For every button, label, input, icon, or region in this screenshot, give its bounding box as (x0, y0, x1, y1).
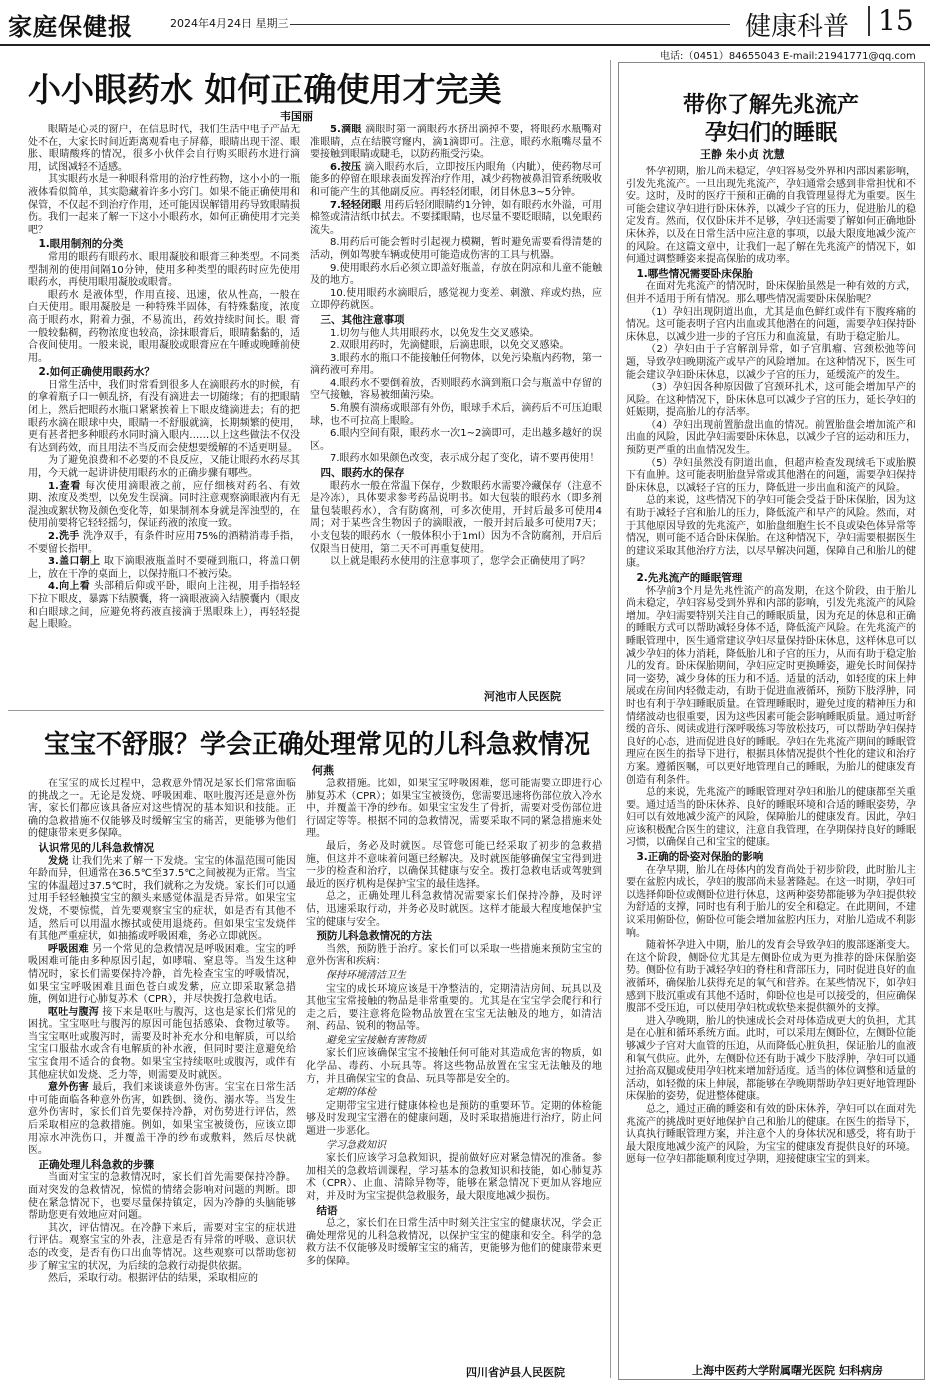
subheading: 1.哪些情况需要卧床保胎 (636, 267, 753, 280)
paragraph-text: 9.使用眼药水后必须立即盖好瓶盖，存放在阴凉和儿童不能触及的地方。 (310, 262, 602, 287)
paragraph-lead: 呕吐与腹泻 (48, 1006, 100, 1018)
paragraph-text: 最后，我们来谈谈意外伤害。宝宝在日常生活中可能面临各种意外伤害，如跌倒、烫伤、溺水等。当发生意外伤害时，家长们首先要保持冷静，对伤势进行评估，然后采取相应的急救措施。例如，如果宝宝被烫伤，应该立即用凉水冲洗伤口，并覆盖干净的纱布或敷料，然后尽快就医。 (28, 1082, 296, 1157)
article3-body (626, 166, 916, 1356)
paragraph-text: 取下滴眼液瓶盖时不要碰到瓶口，将盖口朝上，放在干净的桌面上，以保持瓶口不被污染。 (28, 556, 300, 580)
article3-author: 王静 朱小贞 沈慧 (700, 148, 785, 161)
paragraph-text: 总的来说，这些情况下的孕妇可能会受益于卧床保胎，因为这有助于减轻子宫和胎儿的压力，降低流产和早产的风险。然而，对于其他原因导致的先兆流产，如胎盘细胞生长不良或染色体异常等情况，则可能不适合卧床保胎。在这种情况下，孕妇需要根据医生的建议采取其他治疗方法，以尽早解决问题，保障自己和胎儿的健康。 (626, 495, 916, 570)
paragraph-text: 在孕早期，胎儿在母体内的发育尚处于初步阶段，此时胎儿主要在盆腔内成长，孕妇的腹部尚未显著隆起。在这一时期，孕妇可以选择仰卧位或侧卧位进行休息，这两种姿势都能够为孕妇提供较为舒适的支撑，同时也有利于胎儿的安全和稳定。在此期间，不建议采用俯卧位，俯卧位可能会增加盆腔内压力，对胎儿造成不利影响。 (626, 864, 916, 939)
paragraph-text: 另一个常见的急救情况是呼吸困难。宝宝的呼吸困难可能由多种原因引起，如哮喘、窒息等。当发生这种情况时，家长们需要保持冷静，首先检查宝宝的呼吸情况，如果宝宝呼吸困难且面色苍白或发紫，应立即采取紧急措施，例如进行心肺复苏术（CPR），并尽快拨打急救电话。 (28, 943, 296, 1006)
masthead-rule (290, 24, 730, 25)
paragraph-text: 眼药水 是液体型，作用直接、迅速，依从性高，一般在白天使用。眼用凝胶是 一种特殊半固体，有特殊黏度，浓度高于眼药水，附着力强，不易流出，药效持续时间长。眼 膏 一般较黏稠，药物浓度也较高，涂抹眼膏后，眼睛黏黏的，适合夜间使用。一般来说，眼用凝胶或眼膏应在午睡或晚睡前使用。 (28, 289, 300, 364)
paragraph (310, 481, 602, 557)
paragraph-lead: 1.查看 (48, 480, 82, 492)
paper-name: 家庭保健报 (8, 12, 133, 41)
article3-source: 上海中医药大学附属曙光医院 妇科病房 (692, 1364, 883, 1377)
paragraph-lead: 6.按压 (330, 161, 362, 173)
paragraph-text: 洗净双手，有条件时应用75%的酒精消毒手指，不要留长指甲。 (28, 531, 300, 555)
paragraph (626, 1016, 916, 1104)
subheading: 四、眼药水的保存 (320, 467, 405, 480)
paragraph (28, 856, 296, 944)
paragraph-text: 2.双眼用药时，先滴健眼，后滴患眼，以免交叉感染。 (330, 340, 570, 352)
subheading: 2.如何正确使用眼药水？ (38, 366, 155, 379)
paragraph (626, 458, 916, 496)
paragraph (310, 263, 602, 288)
paragraph (28, 455, 300, 480)
paragraph (28, 581, 300, 631)
paragraph-text: 4.眼药水不要倒着放，否则眼药水滴到瓶口会与瓶盖中存留的空气接触，容易被细菌污染。 (310, 377, 602, 402)
paragraph-text: 家长们应该确保宝宝不接触任何可能对其造成危害的物质，如化学品、毒药、小玩具等。将这些物品放置在宝宝无法触及的地方，并且确保宝宝的食品、玩具等都是安全的。 (306, 1048, 602, 1085)
paragraph-lead: 4.向上看 (48, 581, 91, 593)
paragraph (306, 944, 602, 969)
paragraph-lead: 5.滴眼 (330, 124, 362, 135)
paragraph-text: 以上就是眼药水使用的注意事项了，您学会正确使用了吗？ (330, 556, 590, 568)
article3-title-line1: 带你了解先兆流产 (682, 92, 859, 118)
paragraph-text: 7.眼药水如果颜色改变，表示成分起了变化，请不要再使用！ (330, 453, 600, 465)
paragraph (310, 237, 602, 262)
paragraph (306, 984, 602, 1034)
subheading: 结语 (316, 1204, 338, 1217)
paragraph-text: 总之，正确处理儿科急救情况需要家长们保持冷静，及时评估，迅速采取行动，并务必及时就医。这样才能最大程度地保护宝宝的健康与安全。 (306, 891, 602, 928)
paragraph-lead: 3.盖口朝上 (48, 556, 101, 568)
paragraph (626, 940, 916, 1016)
paragraph (28, 1007, 296, 1083)
paragraph-text: （2）孕妇由于子宫解剖异常，如子宫肌瘤、宫颈松弛等问题，导致孕妇晚期流产或早产的风险增加。在这种情况下，医生可能会建议孕妇卧床休息，以减少子宫的压力，延缓流产的发生。 (626, 344, 916, 381)
paragraph-lead: 2.洗手 (48, 531, 80, 542)
subheading: 三、其他注意事项 (320, 313, 405, 326)
paragraph-text: 用药后轻闭眼睛约1分钟，如有眼药水外溢，可用棉签或清洁纸巾拭去。不要揉眼睛，也尽量不要眨眼睛，以免眼药流失。 (310, 199, 602, 236)
paragraph-text: 其次，评估情况。在冷静下来后，需要对宝宝的症状进行评估。观察宝宝的外表，注意是否有异常的呼吸、意识状态的改变，是否有伤口出血等情况。这些观察可以帮助您初步了解宝宝的状况，为后续的急救行动提供依据。 (28, 1222, 296, 1272)
masthead (0, 0, 930, 46)
paragraph-text: 怀孕初期，胎儿尚未稳定，孕妇容易受外界和内部因素影响，引发先兆流产。一旦出现先兆流产，孕妇通常会感到非常担忧和不安。这时，及时的医疗干预和正确的自我管理显得尤为重要。医生可能会建议孕妇进行卧床休养，以减少子宫的压力，促进胎儿的稳定发育。然而，仅仅卧床并不足够，孕妇还需要了解如何正确地卧床休养，以及在日常生活中应注意的事项，以最大限度地减少流产的风险。在这篇文章中，让我们一起了解在先兆流产的情况下，如何通过调整睡姿来提高保胎的成功率。 (626, 166, 916, 266)
paragraph (310, 340, 602, 353)
paragraph-lead: 意外伤害 (48, 1082, 89, 1094)
article-divider (8, 710, 604, 711)
paragraph (306, 778, 602, 841)
paragraph-text: 急救措施。比如，如果宝宝呼吸困难，您可能需要立即进行心肺复苏术（CPR）；如果宝宝被烫伤，您需要迅速将伤部位放入冷水中，并覆盖干净的纱布。如果宝宝发生了骨折，需要对受伤部位进行固定等等。根据不同的急救情况，需要采取不同的紧急措施来处理。 (306, 778, 602, 840)
paragraph-text: 让我们先来了解一下发烧。宝宝的体温范围可能因年龄而异，但通常在36.5℃至37.5℃之间被视为正常。当宝宝的体温超过37.5℃时，我们就称之为发烧。家长们可以通过用手轻轻触摸宝宝的额头来感觉体温是否异常。如果宝宝发烧，不要惊慌，首先要观察宝宝的症状，如是否有其他不适，然后可以用温水擦拭或使用退烧药。但如果宝宝发烧伴有其他严重症状，如抽搐或呼吸困难，务必立即就医。 (28, 855, 296, 943)
paragraph (310, 328, 602, 341)
paragraph (626, 586, 916, 788)
paragraph-text: 日常生活中，我们时常看到很多人在滴眼药水的时候，有的拿着瓶子口一顿乱挤，有没有滴进去一切随缘；有的把眼睛闭上，然后把眼药水瓶口紧紧挨着上下眼皮缝滴进去；有的把眼药水滴在眼球中央，眼睛一不舒服就滴，长期频繁的使用，更有甚者把多种眼药水同时滴入眼内……以上这些做法不仅没有达到药效，而且用法不当反而会使想要缓解的不适更明显。 (28, 379, 300, 454)
paragraph-text: 怀孕前3个月是先兆性流产的高发期，在这个阶段，由于胎儿尚未稳定，孕妇容易受到外界和内部的影响，引发先兆流产的风险增加。孕妇需要特别关注自己的睡眠质量，因为充足的休息和正确的睡眠方式可以帮助减轻身体不适，降低流产风险。在先兆流产的睡眠管理中，医生通常建议孕妇尽量保持卧床休息，这样休息可以减少孕妇的体力消耗，降低胎儿和子宫的压力，从而有助于稳定胎儿的发育。卧床保胎期间，孕妇应定时更换睡姿，避免长时间保持同一姿势，减少身体的压力和不适。适量的活动，如轻度的床上伸展或在房间内轻微走动，有助于促进血液循环，预防下肢浮肿，同时也有利于孕妇睡眠质量。在管理睡眠时，避免过度的精神压力和情绪波动也很重要，因为这些因素可能会影响睡眠质量。通过听舒缓的音乐、阅读或进行深呼吸练习等放松技巧，可以帮助孕妇保持良好的心态，进而促进良好的睡眠。孕妇在先兆流产期间的睡眠管理应在医生的指导下进行，根据具体情况提供个性化的建议和治疗方案。遵循医嘱，可以更好地管理自己的睡眠，为胎儿的健康发育创造有利条件。 (626, 585, 916, 786)
paragraph (306, 1048, 602, 1086)
article2-title: 宝宝不舒服？学会正确处理常见的儿科急救情况 (44, 730, 591, 760)
paragraph-text: （4）孕妇出现前置胎盘出血的情况。前置胎盘会增加流产和出血的风险，因此孕妇需要卧床休息，以减少子宫的运动和压力，预防更严重的出血情况发生。 (626, 419, 916, 457)
paragraph-lead: 发烧 (48, 855, 69, 867)
paragraph-text: 6.眼内空间有限，眼药水一次1~2滴即可，走出越多越好的误区。 (310, 428, 602, 452)
paragraph-text: 滴眼时第一滴眼药水挤出滴掉不要，将眼药水瓶嘴对准眼睛，点在结膜穹窿内，滴1滴即可。注意，眼药水瓶嘴尽量不要接触到眼睛或睫毛，以防药瓶受污染。 (310, 124, 602, 161)
paragraph-text: 家长们应该学习急救知识，提前做好应对紧急情况的准备。参加相关的急救培训课程，学习基本的急救知识和技能，如心肺复苏术（CPR）、止血、清除异物等，能够在紧急情况下更加从容地应对，并及时为宝宝提供急救服务，最大限度地减少损伤。 (306, 1153, 602, 1202)
issue-date: 2024年4月24日 星期三 (170, 17, 289, 30)
paragraph (28, 252, 300, 290)
paragraph (310, 403, 602, 428)
paragraph (626, 307, 916, 345)
paragraph-text: 3.眼药水的瓶口不能接触任何物体，以免污染瓶内药物，第一滴药液可弃用。 (310, 352, 602, 377)
page-number: 15 (878, 4, 914, 37)
article2-column-2 (306, 778, 602, 1360)
subheading: 正确处理儿科急救的步骤 (38, 1158, 154, 1171)
paragraph (306, 1153, 602, 1203)
paragraph-text: 常用的眼药有眼药水、眼用凝胶和眼膏三种类型。不同类型制剂的使用间隔10分钟，使用多种类型的眼药时应先使用眼药水，再使用眼用凝胶或眼膏。 (28, 251, 300, 289)
paragraph (310, 378, 602, 403)
paragraph-text: 总之，家长们在日常生活中时刻关注宝宝的健康状况，学会正确处理常见的儿科急救情况，以保护宝宝的健康和安全。科学的急救方法不仅能够及时缓解宝宝的痛苦，更能够为他们的健康带来更多的保障。 (306, 1218, 602, 1267)
paragraph-text: 然后，采取行动。根据评估的结果，采取相应的 (48, 1273, 258, 1285)
paragraph-lead: 呼吸困难 (48, 943, 89, 955)
paragraph (28, 556, 300, 581)
paragraph-text: 总的来说，先兆流产的睡眠管理对孕妇和胎儿的健康都至关重要。通过适当的卧床休养、良好的睡眠环境和合适的睡眠姿势，孕妇可以有效地减少流产的风险，保障胎儿的健康发育。因此，孕妇应该积极配合医生的建议，注意自我管理，在孕期保持良好的睡眠习惯，以确保自己和宝宝的健康。 (626, 787, 916, 849)
subheading: 3.正确的卧姿对保胎的影响 (636, 851, 764, 864)
paragraph-text: 8.用药后可能会暂时引起视力模糊，暂时避免需要看得清楚的活动，例如驾驶车辆或使用可能造成伤害的工具与机器。 (310, 237, 602, 261)
paragraph (626, 420, 916, 458)
paragraph-text: 每次使用滴眼液之前，应仔细核对药名、有效期、浓度及类型，以免发生误滴。同时注意观察滴眼液内有无混浊或絮状物及颜色变化等，如果制剂本身就是浑浊型的，在使用前要将它轻轻摇匀，保证药液的浓度一致。 (28, 480, 300, 530)
article2-author: 何燕 (312, 764, 334, 777)
paragraph-text: 眼药水一般在常温下保存，少数眼药水需要冷藏保存（注意不是冷冻），具体要求参考药品说明书。如大包装的眼药水（即多剂量包装眼药水），含有防腐剂，可多次使用，开封后最多可使用4周；对于某些含生物因子的滴眼液，一般开封后最多可使用7天；小支包装的眼药水（一般体积小于1ml）因为不含防腐剂，开启后仅限当日使用，第二天不可再重复使用。 (310, 480, 602, 555)
paragraph (306, 1218, 602, 1268)
paragraph-text: 当面对宝宝的急救情况时，家长们首先需要保持冷静。面对突发的急救情况，惊慌的情绪会影响对问题的判断。即使在紧急情况下，也要尽量保持镇定，因为冷静的头脑能够帮助您更有效地应对问题。 (28, 1172, 296, 1222)
paragraph-text: 接下来是呕吐与腹泻，这也是家长们常见的困扰。宝宝呕吐与腹泻的原因可能包括感染、食物过敏等。当宝宝呕吐或腹泻时，需要及时补充水分和电解质，可以给宝宝口服盐水或含有电解质的补水液，但同时要注意避免给宝宝食用不适合的食物。如果宝宝持续呕吐或腹泻，或伴有其他症状如发烧、乏力等，则需要及时就医。 (28, 1006, 296, 1081)
paragraph-text: 随着怀孕进入中期，胎儿的发育会导致孕妇的腹部逐渐变大。在这个阶段，侧卧位尤其是左侧卧位成为更为推荐的卧床保胎姿势。侧卧位有助于减轻孕妇的脊柱和背部压力，同时促进良好的血液循环，确保胎儿获得充足的氧气和营养。在某些情况下，如孕妇感到下肢沉重或有其他不适时，仰卧位也是可以接受的，但应确保腹部不受压迫，可以使用孕妇枕或软垫来提供额外的支撑。 (626, 940, 916, 1015)
paragraph (28, 174, 300, 237)
article1-source: 河池市人民医院 (484, 690, 561, 703)
subheading: 预防儿科急救情况的方法 (316, 930, 432, 943)
article2-source: 四川省泸县人民医院 (466, 1366, 565, 1379)
paragraph-lead: 7.轻轻闭眼 (330, 199, 382, 211)
paragraph (626, 865, 916, 941)
article3-title-line2: 孕妇们的睡眠 (704, 120, 837, 146)
paragraph (626, 495, 916, 571)
article1-author: 韦国丽 (280, 110, 313, 123)
paragraph (310, 162, 602, 200)
paragraph (626, 1104, 916, 1167)
paragraph (28, 124, 300, 174)
paragraph-text: 总之，通过正确的睡姿和有效的卧床休养，孕妇可以在面对先兆流产的挑战时更好地保护自己和胎儿的健康。在医生的指导下，认真执行睡眠管理方案，并注意个人的身体状况和感受，将有助于最大限度地减少流产的风险，为宝宝的健康发育提供良好的环境。愿每一位孕妇都能顺利度过孕期，迎接健康宝宝的到来。 (626, 1103, 916, 1166)
paragraph-text: 定期带宝宝进行健康体检也是预防的重要环节。定期的体检能够及时发现宝宝潜在的健康问题，及时采取措施进行治疗，防止问题进一步恶化。 (306, 1100, 602, 1138)
paragraph-text: 进入孕晚期，胎儿的快速成长会对母体造成更大的负担，尤其是在心脏和循环系统方面。此时，可以采用左侧卧位，左侧卧位能够减少子宫对大血管的压迫，从而降低心脏负担，保证胎儿的血液和氧气供应。此外，左侧卧位还有助于减少下肢浮肿，孕妇可以通过抬高双腿或使用孕妇枕来增加舒适度。适当的体位调整和适量的活动，如轻微的床上伸展，都能够在孕晚期帮助孕妇更好地管理卧床保胎的姿势，促进整体健康。 (626, 1015, 916, 1103)
paragraph-text: 在面对先兆流产的情况时，卧床保胎虽然是一种有效的方式，但并不适用于所有情况。那么哪些情况需要卧床保胎呢？ (626, 281, 916, 305)
paragraph-text: 5.角膜有溃疡或眼部有外伤，眼球手术后，滴药后不可压迫眼球，也不可拉高上眼睑。 (310, 403, 602, 427)
paragraph (310, 353, 602, 378)
paragraph (28, 531, 300, 556)
paragraph (28, 1273, 296, 1286)
paragraph (626, 166, 916, 267)
paragraph (310, 288, 602, 313)
paragraph (28, 290, 300, 366)
paragraph-text: （1）孕妇出现阴道出血，尤其是血色鲜红或伴有下腹疼痛的情况。这可能表明子宫内出血或其他潜在的问题，需要孕妇保持卧床休息，以减少进一步的子宫压力和血流量，有助于稳定胎儿。 (626, 306, 916, 343)
paragraph (310, 428, 602, 453)
column-rule (610, 60, 611, 1378)
contact-info: 电话:（0451）84655043 E-mail:21941771@qq.com (660, 51, 916, 62)
paragraph (626, 344, 916, 382)
paragraph-text: 宝宝的成长环境应该是干净整洁的，定期清洁房间、玩具以及其他宝宝常接触的物品是非常重要的。尤其是在宝宝学会爬行和行走之后，要注意将危险物品放置在宝宝无法触及的地方，如清洁剂、药品、锐利的物品等。 (306, 983, 602, 1033)
paragraph-text: 10.使用眼药水滴眼后，感觉视力变差、刺激、痒或灼热，应立即停药就医。 (310, 287, 602, 312)
paragraph-text: 滴入眼药水后，立即按压内眼角（内眦），使药物尽可能多的停留在眼球表面发挥治疗作用，减少药物被鼻泪管系统吸收和可能产生的其他副反应。再轻轻闭眼，闭目休息3~5分钟。 (310, 161, 602, 198)
paragraph (310, 453, 602, 466)
paragraph-text: 当然，预防胜于治疗。家长们可以采取一些措施来预防宝宝的意外伤害和疾病： (306, 943, 602, 968)
subheading: 认识常见的儿科急救情况 (38, 841, 154, 854)
paragraph-text: 在宝宝的成长过程中，急救意外情况是家长们常常面临的挑战之一。无论是发烧、呼吸困难、呕吐腹泻还是意外伤害，家长们都应该具备应对这些情况的基本知识和技能。正确的急救措施不仅能够及时缓解宝宝的痛苦，更能够为他们的健康带来更多保障。 (28, 778, 296, 840)
paragraph-text: 头部稍后仰或平卧，眼向上注视，用手指轻轻下拉下眼皮，暴露下结膜囊，将一滴眼液滴入结膜囊内（眼皮和白眼球之间，应避免将药液直接滴于黑眼珠上），再轻轻提起上眼睑。 (28, 581, 300, 631)
section-name: 健康科普 (745, 12, 850, 42)
article2-column-1 (28, 778, 296, 1380)
subheading: 避免宝宝接触有害物质 (326, 1034, 426, 1046)
article1-column-1 (28, 124, 300, 704)
paragraph (28, 1082, 296, 1158)
paragraph (306, 1101, 602, 1139)
paragraph (28, 1172, 296, 1222)
masthead-divider (868, 6, 870, 36)
paragraph (306, 891, 602, 929)
article1-column-2 (310, 124, 602, 704)
paragraph-text: 其实眼药水是一种眼科常用的治疗性药物，这小小的一瓶液体看似简单，其实隐藏着许多小窍门。如果不能正确使用和保管，不仅起不到治疗作用，还可能因误解错用药导致眼睛损伤。我们一起来了解一下这小小眼药水，如何正确使用才完美吧？ (28, 174, 300, 236)
paragraph (28, 1223, 296, 1273)
paragraph-text: （3）孕妇因各种原因做了宫颈环扎术，这可能会增加早产的风险。在这种情况下，卧床休息可以减少子宫的压力，延长孕妇的妊娠期，提高胎儿的存活率。 (626, 382, 916, 419)
subheading: 定期的体检 (326, 1087, 376, 1099)
paragraph (626, 382, 916, 420)
paragraph (626, 787, 916, 850)
subheading: 1.眼用制剂的分类 (38, 238, 124, 251)
paragraph (28, 778, 296, 841)
paragraph (28, 481, 300, 531)
paragraph-text: 眼睛是心灵的窗户，在信息时代，我们生活中电子产品无处不在，大家长时间近距离观看电子屏幕，眼睛出现干涩、眼胀、眼睛酸疼的情况，很多小伙伴会自行购买眼药水进行滴用，试图减轻不适感。 (28, 124, 300, 173)
subheading: 保持环境清洁卫生 (326, 969, 406, 981)
subheading: 学习急救知识 (326, 1139, 386, 1151)
paragraph-text: 为了避免浪费和不必要的不良反应，又能让眼药水药尽其用，今天就一起讲讲使用眼药水的正确步骤有哪些。 (28, 455, 300, 480)
paragraph (306, 841, 602, 891)
paragraph-text: 最后，务必及时就医。尽管您可能已经采取了初步的急救措施，但这并不意味着问题已经解决。及时就医能够确保宝宝得到进一步的检查和治疗，以确保其健康与安全。拨打急救电话或驾驶到最近的医疗机构是保护宝宝的最佳选择。 (306, 840, 602, 890)
paragraph (310, 124, 602, 162)
paragraph (28, 944, 296, 1007)
subheading: 2.先兆流产的睡眠管理 (636, 572, 743, 584)
paragraph (28, 380, 300, 456)
paragraph (626, 281, 916, 306)
paragraph (310, 556, 602, 569)
paragraph (310, 200, 602, 238)
paragraph-text: （5）孕妇虽然没有阴道出血，但超声检查发现绒毛下或胎膜下有血肿。这可能表明胎盘异常或其他潜在的问题，需要孕妇保持卧床休息，以减轻子宫的压力，降低进一步出血和流产的风险。 (626, 457, 916, 494)
paragraph-text: 1.切勿与他人共用眼药水，以免发生交叉感染。 (330, 327, 540, 339)
article1-title: 小小眼药水 如何正确使用才完美 (28, 70, 502, 109)
